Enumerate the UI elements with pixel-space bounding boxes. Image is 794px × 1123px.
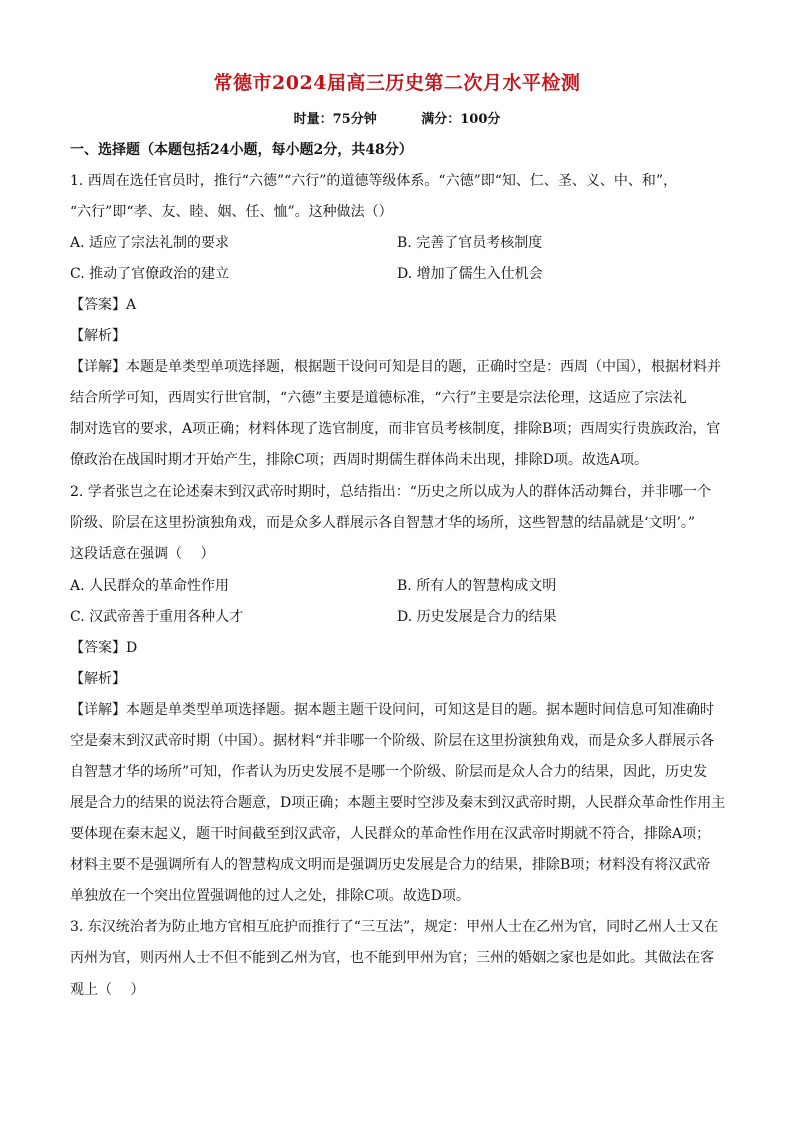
q2-option-b: B. 所有人的智慧构成文明 [397, 578, 557, 594]
q2-detail-line: 自智慧才华的场所”可知，作者认为历史发展不是哪一个阶级、阶层而是众人合力的结果，因此，历史发 [70, 764, 708, 780]
exam-time: 时量：75分钟 [293, 112, 377, 127]
q2-detail-line: 材料主要不是强调所有人的智慧构成文明而是强调历史发展是合力的结果，排除B项；材料没有将汉武帝 [70, 857, 711, 873]
page-title: 常德市2024届高三历史第二次月水平检测 [213, 72, 581, 94]
q2-stem-line: 这段话意在强调（ ） [70, 546, 215, 562]
q1-detail-line: 僚政治在战国时期才开始产生，排除C项；西周时期儒生群体尚未出现，排除D项。故选A项。 [70, 452, 649, 468]
q2-answer: 【答案】D [70, 640, 138, 656]
q2-detail-line: 【详解】本题是单类型单项选择题。据本题主题干设问问，可知这是目的题。据本题时间信息可知准确时 [70, 702, 714, 718]
q2-stem-line: 阶级、阶层在这里扮演独角戏，而是众多人群展示各自智慧才华的场所，这些智慧的结晶就是‘文明’。” [70, 515, 696, 531]
q1-detail-line: 制对选官的要求，A项正确；材料体现了选官制度，而非官员考核制度，排除B项；西周实行贵族政治，官 [70, 421, 721, 437]
q1-option-b: B. 完善了官员考核制度 [397, 235, 543, 251]
q1-option-d: D. 增加了儒生入仕机会 [397, 266, 543, 282]
q3-stem-line: 丙州为官，则丙州人士不但不能到乙州为官，也不能到甲州为官；三州的婚姻之家也是如此。其做法在客 [70, 950, 714, 966]
q2-detail-line: 要体现在秦末起义，题干时间截至到汉武帝，人民群众的革命性作用在汉武帝时期就不符合，排除A项； [70, 826, 711, 842]
q2-analysis-label: 【解析】 [70, 671, 126, 687]
q3-stem-line: 观上（ ） [70, 982, 145, 998]
q1-option-a: A. 适应了宗法礼制的要求 [70, 235, 230, 251]
q1-answer: 【答案】A [70, 297, 137, 313]
q3-stem-line: 3. 东汉统治者为防止地方官相互庇护而推行了“三互法”，规定：甲州人士在乙州为官，同时乙州人士又在 [70, 919, 719, 935]
q1-stem-line: “六行”即“孝、友、睦、姻、任、恤”。这种做法（） [70, 204, 393, 220]
q1-stem-line: 1. 西周在选任官员时，推行“六德”“六行”的道德等级体系。“六德”即“知、仁、圣、义、中、和”， [70, 173, 678, 189]
q2-detail-line: 空是秦末到汉武帝时期（中国）。据材料“并非哪一个阶级、阶层在这里扮演独角戏，而是众多人群展示各 [70, 733, 715, 749]
q1-detail-line: 结合所学可知，西周实行世官制，“六德”主要是道德标准，“六行”主要是宗法伦理，这适应了宗法礼 [70, 390, 687, 406]
q1-option-c: C. 推动了官僚政治的建立 [70, 266, 230, 282]
section-heading: 一、选择题（本题包括24小题，每小题2分，共48分） [70, 142, 413, 158]
q1-analysis-label: 【解析】 [70, 328, 126, 344]
q2-detail-line: 展是合力的结果的说法符合题意，D项正确；本题主要时空涉及秦末到汉武帝时期，人民群众革命性作用主 [70, 795, 726, 811]
q2-detail-line: 单独放在一个突出位置强调他的过人之处，排除C项。故选D项。 [70, 888, 470, 904]
q2-option-a: A. 人民群众的革命性作用 [70, 578, 230, 594]
q2-stem-line: 2. 学者张岂之在论述秦末到汉武帝时期时，总结指出：“历史之所以成为人的群体活动舞台，并非哪一个 [70, 484, 711, 500]
exam-score: 满分：100分 [421, 112, 501, 127]
q1-detail-line: 【详解】本题是单类型单项选择题，根据题干设问可知是目的题，正确时空是：西周（中国），根据材料并 [70, 359, 721, 375]
q2-option-c: C. 汉武帝善于重用各种人才 [70, 609, 244, 625]
q2-option-d: D. 历史发展是合力的结果 [397, 609, 557, 625]
exam-meta [0, 108, 794, 127]
